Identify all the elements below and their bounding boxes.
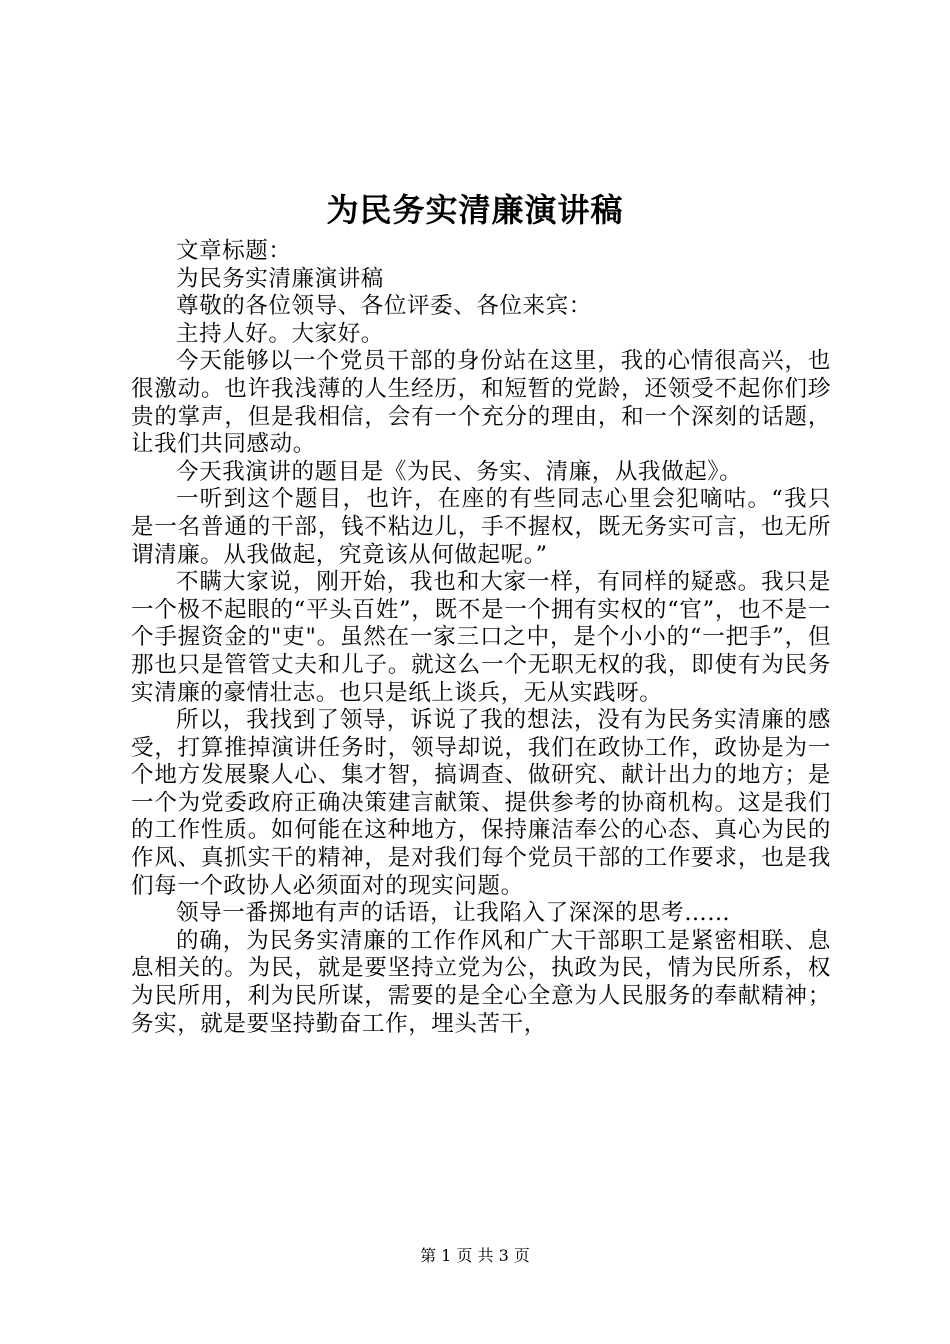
paragraph-body: 所以，我找到了领导，诉说了我的想法，没有为民务实清廉的感受，打算推掉演讲任务时，领导却说，我们在政协工作，政协是为一个地方发展聚人心、集才智，搞调查、做研究、献计出力的地方；是一个为党委政府正确决策建言献策、提供参考的协商机构。这是我们的工作性质。如何能在这种地方，保持廉洁奉公的心态、真心为民的作风、真抓实干的精神，是对我们每个党员干部的工作要求，也是我们每一个政协人必须面对的现实问题。: [131, 707, 831, 899]
paragraph-body: 不瞒大家说，刚开始，我也和大家一样，有同样的疑惑。我只是一个极不起眼的“平头百姓”，既不是一个拥有实权的“官”，也不是一个手握资金的"吏"。虽然在一家三口之中，是个小小的“一把手”，但那也只是管管丈夫和儿子。就这么一个无职无权的我，即使有为民务实清廉的豪情壮志。也只是纸上谈兵，无从实践呀。: [131, 569, 831, 706]
paragraph-salutation: 尊敬的各位领导、各位评委、各位来宾：: [176, 293, 592, 320]
paragraph-body: 的确，为民务实清廉的工作作风和广大干部职工是紧密相联、息息相关的。为民，就是要坚持立党为公，执政为民，情为民所系，权为民所用，利为民所谋，需要的是全心全意为人民服务的奉献精神；务实，就是要坚持勤奋工作，埋头苦干，: [131, 927, 831, 1037]
paragraph-body: 今天我演讲的题目是《为民、务实、清廉，从我做起》。: [176, 458, 743, 485]
document-title: 为民务实清廉演讲稿: [326, 191, 624, 229]
paragraph-article-title: 为民务实清廉演讲稿: [176, 265, 384, 292]
paragraph-article-label: 文章标题：: [176, 238, 292, 264]
document-body: [131, 238, 831, 1038]
page-number-footer: 第 1 页 共 3 页: [420, 1246, 530, 1265]
paragraph-body: 今天能够以一个党员干部的身份站在这里，我的心情很高兴，也很激动。也许我浅薄的人生经历，和短暂的党龄，还领受不起你们珍贵的掌声，但是我相信，会有一个充分的理由，和一个深刻的话题，让我们共同感动。: [131, 348, 831, 458]
paragraph-body: 领导一番掷地有声的话语，让我陷入了深深的思考……: [176, 900, 731, 927]
paragraph-body: 一听到这个题目，也许，在座的有些同志心里会犯嘀咕。“我只是一名普通的干部，钱不粘边儿，手不握权，既无务实可言，也无所谓清廉。从我做起，究竟该从何做起呢。”: [131, 486, 831, 568]
paragraph-greeting: 主持人好。大家好。: [176, 320, 384, 347]
